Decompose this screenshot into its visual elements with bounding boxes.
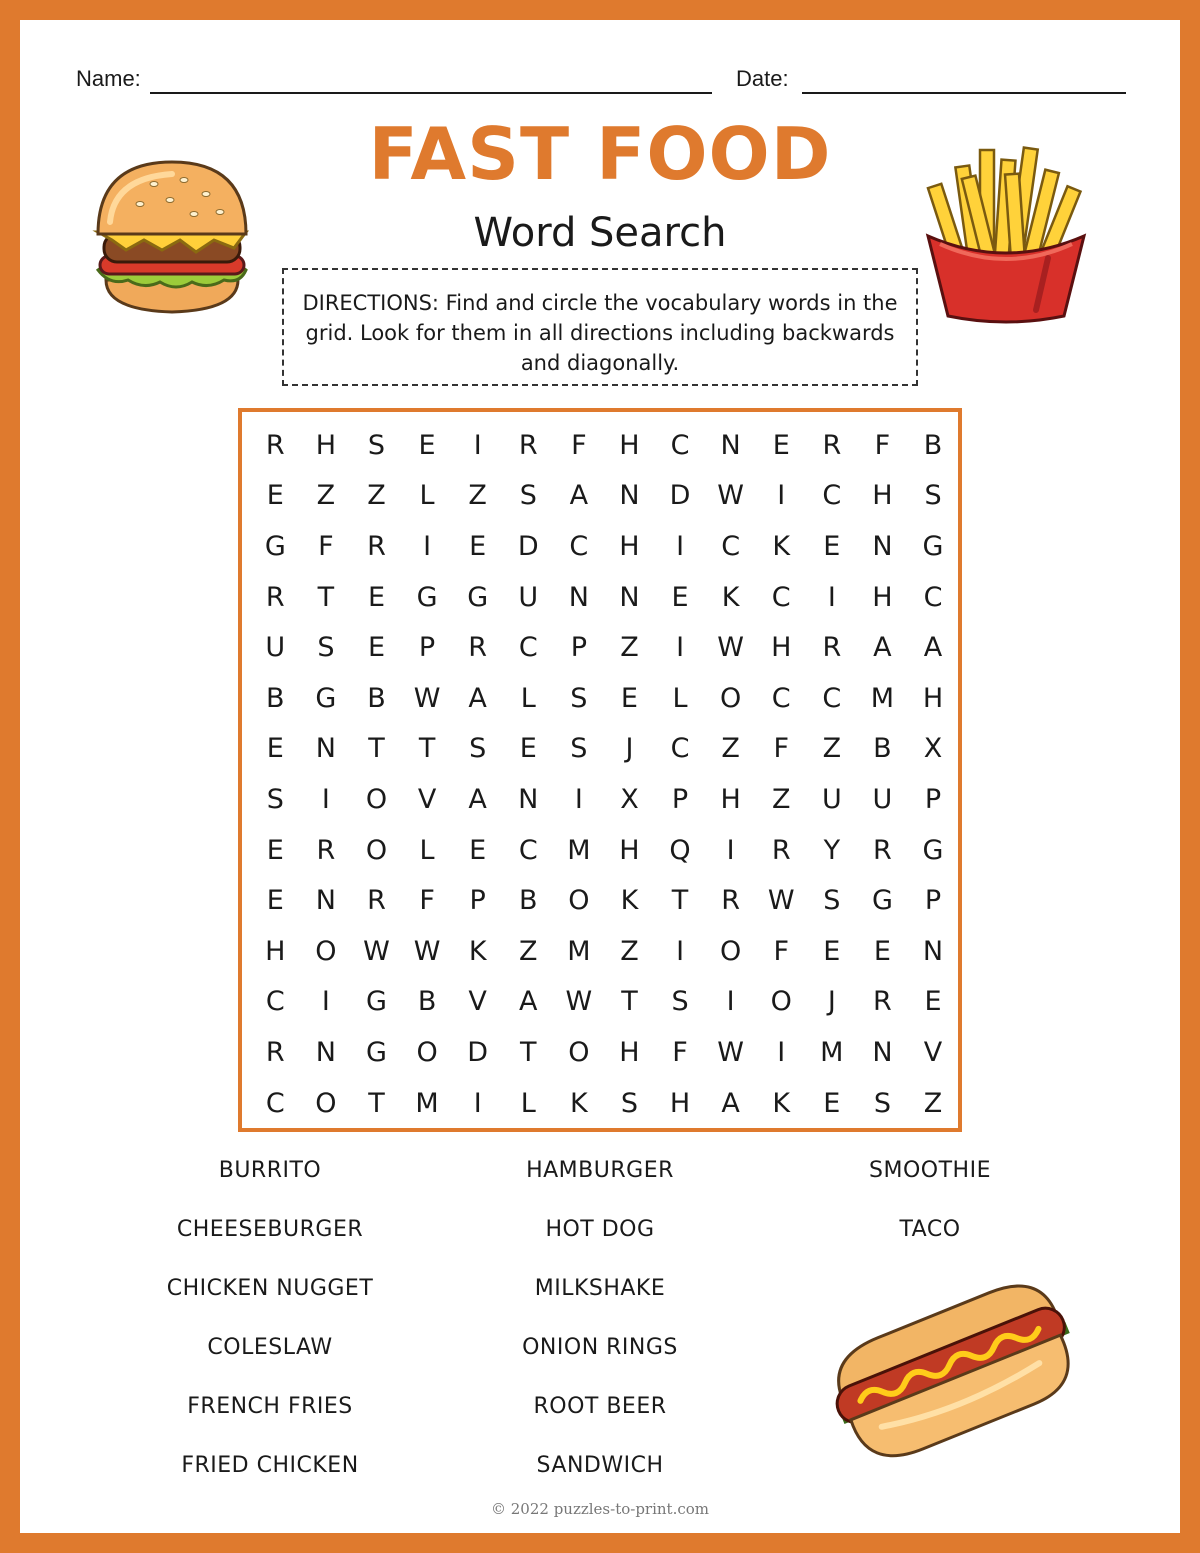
grid-cell[interactable]: B [417, 986, 437, 1018]
grid-cell[interactable]: H [872, 480, 893, 512]
grid-cell[interactable]: J [625, 733, 634, 765]
grid-cell[interactable]: N [720, 429, 741, 461]
grid-cell[interactable]: I [321, 986, 330, 1018]
grid-cell[interactable]: I [676, 530, 685, 562]
grid-cell[interactable]: K [468, 935, 487, 967]
word-item: ROOT BEER [533, 1394, 667, 1419]
grid-cell[interactable]: B [873, 733, 892, 765]
grid-cell[interactable]: P [671, 783, 689, 815]
grid-cell[interactable]: F [773, 733, 789, 765]
grid-cell[interactable]: K [721, 581, 740, 613]
grid-cell[interactable]: F [672, 1036, 688, 1068]
word-item: BURRITO [218, 1158, 322, 1183]
grid-cell[interactable]: S [924, 480, 942, 512]
page-subtitle: Word Search [473, 210, 727, 256]
grid-cell[interactable]: G [922, 834, 944, 866]
grid-cell[interactable]: T [671, 885, 689, 917]
grid-cell[interactable]: E [823, 935, 841, 967]
grid-cell[interactable]: I [423, 530, 432, 562]
grid-cell[interactable]: C [670, 429, 690, 461]
grid-cell[interactable]: D [517, 530, 539, 562]
grid-cell[interactable]: E [823, 1087, 841, 1119]
grid-cell[interactable]: N [872, 530, 893, 562]
grid-cell[interactable]: S [671, 986, 689, 1018]
grid-cell[interactable]: P [570, 632, 587, 664]
grid-cell[interactable]: C [721, 530, 741, 562]
name-label: Name: [76, 66, 141, 91]
word-item: FRENCH FRIES [187, 1394, 353, 1419]
grid-cell[interactable]: S [570, 682, 588, 714]
grid-cell[interactable]: D [467, 1036, 489, 1068]
word-item: ONION RINGS [522, 1335, 678, 1360]
name-field[interactable] [150, 92, 712, 94]
grid-cell[interactable]: K [772, 530, 791, 562]
grid-cell[interactable]: E [418, 429, 436, 461]
grid-cell[interactable]: E [873, 935, 891, 967]
grid-cell[interactable]: C [771, 581, 791, 613]
grid-cell[interactable]: C [822, 480, 842, 512]
grid-cell[interactable]: C [923, 581, 943, 613]
grid-cell[interactable]: N [568, 581, 589, 613]
grid-cell[interactable]: R [316, 834, 336, 866]
word-item: MILKSHAKE [534, 1276, 666, 1301]
grid-cell[interactable]: H [720, 783, 741, 815]
grid-cell[interactable]: I [473, 1087, 482, 1119]
word-item: COLESLAW [207, 1335, 333, 1360]
grid-cell[interactable]: R [822, 429, 842, 461]
grid-cell[interactable]: H [771, 632, 792, 664]
grid-cell[interactable]: R [873, 834, 892, 866]
grid-cell[interactable]: S [620, 1087, 639, 1119]
grid-cell[interactable]: L [419, 834, 435, 866]
grid-cell[interactable]: I [676, 935, 685, 967]
grid-cell[interactable]: L [419, 480, 435, 512]
grid-cell[interactable]: B [266, 682, 285, 714]
grid-cell[interactable]: R [822, 632, 842, 664]
grid-cell[interactable]: N [619, 480, 640, 512]
grid-cell[interactable]: R [518, 429, 538, 461]
grid-cell[interactable]: L [520, 1087, 536, 1119]
word-search-grid [250, 420, 958, 1128]
grid-cell[interactable]: D [669, 480, 691, 512]
grid-cell[interactable]: S [469, 733, 487, 765]
grid-cell[interactable]: Z [519, 935, 538, 967]
date-field[interactable] [802, 92, 1126, 94]
grid-cell[interactable]: G [416, 581, 438, 613]
grid-cell[interactable]: H [619, 834, 640, 866]
grid-cell[interactable]: F [571, 429, 587, 461]
grid-cell[interactable]: N [922, 935, 944, 967]
grid-cell[interactable]: A [721, 1087, 740, 1119]
grid-cell[interactable]: B [923, 429, 943, 461]
grid-cell[interactable]: E [519, 733, 537, 765]
grid-cell[interactable]: V [417, 783, 437, 815]
grid-cell[interactable]: W [413, 682, 441, 714]
grid-cell[interactable]: E [772, 429, 790, 461]
grid-cell[interactable]: P [924, 885, 942, 917]
grid-cell[interactable]: H [315, 429, 337, 461]
grid-cell[interactable]: I [676, 632, 685, 664]
grid-cell[interactable]: V [923, 1036, 943, 1068]
grid-cell[interactable]: R [873, 986, 892, 1018]
grid-cell[interactable]: R [721, 885, 741, 917]
grid-cell[interactable]: R [367, 530, 386, 562]
grid-cell[interactable]: Z [316, 480, 336, 512]
grid-cell[interactable]: E [266, 885, 284, 917]
word-item: FRIED CHICKEN [181, 1453, 359, 1478]
grid-cell[interactable]: A [519, 986, 538, 1018]
grid-cell[interactable]: O [720, 682, 742, 714]
word-list-column-1 [105, 1150, 435, 1504]
grid-cell[interactable]: R [265, 581, 285, 613]
grid-cell[interactable]: O [416, 1036, 438, 1068]
grid-cell[interactable]: K [570, 1087, 588, 1119]
grid-cell[interactable]: M [820, 1036, 844, 1068]
grid-cell[interactable]: E [924, 986, 942, 1018]
grid-cell[interactable]: H [619, 530, 640, 562]
grid-cell[interactable]: I [473, 429, 482, 461]
grid-cell[interactable]: H [619, 1036, 640, 1068]
grid-cell[interactable]: U [518, 581, 539, 613]
grid-cell[interactable]: H [922, 682, 944, 714]
grid-cell[interactable]: X [923, 733, 943, 765]
grid-cell[interactable]: U [265, 632, 286, 664]
grid-cell[interactable]: G [315, 682, 337, 714]
grid-cell[interactable]: C [670, 733, 690, 765]
grid-cell[interactable]: S [266, 783, 284, 815]
word-item: CHEESEBURGER [176, 1217, 364, 1242]
grid-cell[interactable]: R [771, 834, 791, 866]
grid-cell[interactable]: E [367, 632, 386, 664]
grid-cell[interactable]: V [468, 986, 487, 1018]
grid-cell[interactable]: H [669, 1087, 691, 1119]
word-list-column-2 [435, 1150, 765, 1504]
grid-cell[interactable]: A [468, 783, 487, 815]
grid-cell[interactable]: B [519, 885, 538, 917]
grid-cell[interactable]: I [827, 581, 836, 613]
grid-cell[interactable]: S [823, 885, 841, 917]
grid-cell[interactable]: E [469, 834, 487, 866]
grid-cell[interactable]: A [923, 632, 943, 664]
page-title: FAST FOOD [368, 112, 832, 196]
grid-cell[interactable]: S [519, 480, 537, 512]
grid-cell[interactable]: Z [721, 733, 740, 765]
grid-cell[interactable]: E [823, 530, 841, 562]
grid-cell[interactable]: E [620, 682, 638, 714]
grid-cell[interactable]: N [619, 581, 640, 613]
grid-cell[interactable]: T [368, 1087, 385, 1119]
grid-cell[interactable]: F [874, 429, 891, 461]
grid-cell[interactable]: O [365, 783, 388, 815]
word-item: TACO [899, 1217, 961, 1242]
grid-cell[interactable]: I [321, 783, 330, 815]
copyright: © 2022 puzzles-to-print.com [490, 1500, 710, 1518]
grid-cell[interactable]: T [418, 733, 436, 765]
grid-cell[interactable]: W [717, 480, 744, 512]
grid-cell[interactable]: M [567, 935, 591, 967]
grid-cell[interactable]: G [871, 885, 893, 917]
grid-cell[interactable]: L [672, 682, 688, 714]
word-item: CHICKEN NUGGET [166, 1276, 374, 1301]
grid-cell[interactable]: I [726, 834, 735, 866]
grid-cell[interactable]: M [870, 682, 895, 714]
word-list-column-3 [765, 1150, 1095, 1268]
grid-cell[interactable]: F [773, 935, 789, 967]
grid-cell[interactable]: M [567, 834, 591, 866]
grid-cell[interactable]: C [569, 530, 589, 562]
grid-cell[interactable]: M [415, 1087, 439, 1119]
grid-cell[interactable]: Z [771, 783, 791, 815]
grid-cell[interactable]: O [568, 1036, 590, 1068]
grid-cell[interactable]: A [468, 682, 487, 714]
grid-cell[interactable]: L [520, 682, 536, 714]
grid-cell[interactable]: W [363, 935, 390, 967]
grid-cell[interactable]: O [315, 1087, 337, 1119]
grid-cell[interactable]: S [873, 1087, 891, 1119]
grid-cell[interactable]: C [265, 986, 285, 1018]
grid-cell[interactable]: I [777, 480, 786, 512]
grid-cell[interactable]: O [568, 885, 590, 917]
grid-cell[interactable]: Z [620, 935, 639, 967]
grid-cell[interactable]: J [827, 986, 836, 1018]
grid-cell[interactable]: F [318, 530, 334, 562]
grid-cell[interactable]: H [872, 581, 893, 613]
grid-cell[interactable]: I [574, 783, 583, 815]
grid-cell[interactable]: N [315, 885, 336, 917]
grid-cell[interactable]: C [822, 682, 842, 714]
grid-cell[interactable]: Z [468, 480, 487, 512]
word-item: HAMBURGER [526, 1158, 674, 1183]
grid-cell[interactable]: N [518, 783, 539, 815]
grid-cell[interactable]: P [924, 783, 942, 815]
word-item: HOT DOG [545, 1217, 655, 1242]
grid-cell[interactable]: E [266, 480, 284, 512]
grid-cell[interactable]: W [413, 935, 441, 967]
grid-cell[interactable]: E [266, 834, 284, 866]
grid-cell[interactable]: T [317, 581, 335, 613]
grid-cell[interactable]: K [620, 885, 639, 917]
grid-cell[interactable]: G [366, 1036, 387, 1068]
grid-cell[interactable]: R [265, 429, 285, 461]
grid-cell[interactable]: B [367, 682, 386, 714]
grid-cell[interactable]: W [717, 632, 744, 664]
grid-cell[interactable]: C [771, 682, 791, 714]
grid-cell[interactable]: T [621, 986, 638, 1018]
directions-text: DIRECTIONS: Find and circle the vocabulary words in the grid. Look for them in all directions including backwards and diagonally. [302, 291, 898, 375]
french-fries-icon [918, 140, 1094, 326]
grid-cell[interactable]: O [770, 986, 792, 1018]
grid-cell[interactable]: P [469, 885, 486, 917]
grid-cell[interactable]: N [315, 1036, 336, 1068]
grid-cell[interactable]: S [570, 733, 588, 765]
date-label: Date: [736, 66, 789, 91]
word-item: SANDWICH [536, 1453, 664, 1478]
grid-cell[interactable]: E [266, 733, 284, 765]
grid-cell[interactable]: E [671, 581, 689, 613]
grid-cell[interactable]: H [265, 935, 286, 967]
grid-cell[interactable]: Z [367, 480, 386, 512]
hot-dog-icon [826, 1272, 1080, 1470]
grid-cell[interactable]: C [518, 834, 538, 866]
grid-cell[interactable]: G [264, 530, 286, 562]
grid-cell[interactable]: Z [822, 733, 842, 765]
directions-box [282, 268, 918, 386]
grid-cell[interactable]: W [565, 986, 593, 1018]
grid-cell[interactable]: O [315, 935, 337, 967]
grid-cell[interactable]: T [520, 1036, 537, 1068]
grid-cell[interactable]: R [265, 1036, 285, 1068]
grid-cell[interactable]: G [922, 530, 944, 562]
grid-cell[interactable]: C [518, 632, 538, 664]
grid-cell[interactable]: I [777, 1036, 786, 1068]
grid-cell[interactable]: G [366, 986, 387, 1018]
word-item: SMOOTHIE [869, 1158, 991, 1183]
grid-cell[interactable]: W [717, 1036, 744, 1068]
grid-cell[interactable]: R [468, 632, 488, 664]
grid-cell[interactable]: Y [823, 834, 841, 866]
grid-cell[interactable]: K [772, 1087, 791, 1119]
grid-cell[interactable]: A [873, 632, 892, 664]
grid-cell[interactable]: Z [620, 632, 639, 664]
grid-cell[interactable]: E [469, 530, 487, 562]
grid-cell[interactable]: T [368, 733, 385, 765]
grid-cell[interactable]: H [619, 429, 640, 461]
hamburger-icon [84, 152, 260, 320]
grid-cell[interactable]: S [317, 632, 335, 664]
grid-cell[interactable]: G [467, 581, 489, 613]
grid-cell[interactable]: N [872, 1036, 893, 1068]
grid-cell[interactable]: R [367, 885, 386, 917]
grid-cell[interactable]: C [265, 1087, 285, 1119]
grid-cell[interactable]: F [419, 885, 435, 917]
grid-cell[interactable]: O [720, 935, 742, 967]
grid-cell[interactable]: P [418, 632, 436, 664]
grid-cell[interactable]: S [367, 429, 386, 461]
grid-cell[interactable]: N [315, 733, 336, 765]
grid-cell[interactable]: A [569, 480, 589, 512]
grid-cell[interactable]: U [872, 783, 893, 815]
grid-cell[interactable]: Z [923, 1087, 943, 1119]
grid-cell[interactable]: E [367, 581, 386, 613]
grid-cell[interactable]: I [726, 986, 735, 1018]
grid-cell[interactable]: U [821, 783, 842, 815]
grid-cell[interactable]: X [620, 783, 639, 815]
grid-cell[interactable]: W [767, 885, 795, 917]
grid-cell[interactable]: Q [669, 834, 691, 866]
grid-cell[interactable]: O [365, 834, 388, 866]
word-search-grid-frame [238, 408, 962, 1132]
